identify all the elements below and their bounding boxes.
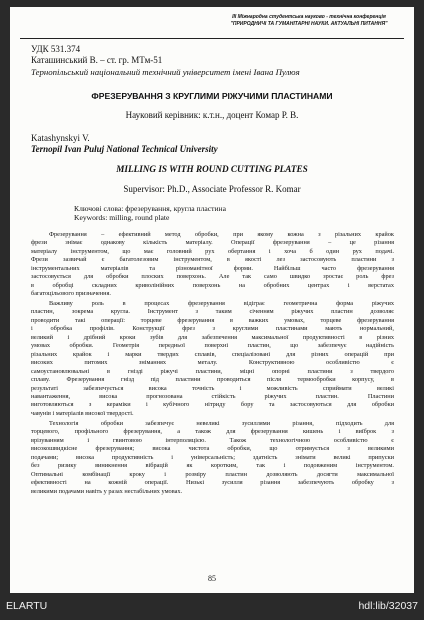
paragraph-line: фрези знімає однакову кількість матеріалу. Операції фрезерування – це різання	[31, 239, 394, 247]
conference-header-line-2: "ПРИРОДНИЧІ ТА ГУМАНІТАРНІ НАУКИ. АКТУАЛЬНІ ПИТАННЯ"	[230, 20, 388, 27]
paragraph-line: самоустановлювальні в гнізді ріжучі пластини, міцні опорні пластини з твердого	[31, 367, 394, 375]
paragraph-line: великими подачами навіть у разах нестабільних умовах.	[31, 487, 183, 495]
paragraph-line: і обробка профілів. Конструкції фрез з круглими пластинами мають нормальний,	[31, 325, 394, 333]
affiliation-ua: Тернопільський національний технічний університет імені Івана Пулюя	[31, 67, 300, 77]
header-rule	[20, 38, 404, 39]
paragraph-line: Оптимальні комбінації кроку і розміру пластин дозволяють досягти максимальної	[31, 470, 394, 478]
paragraph-line: високошвидкісне фрезерування; висока чистота обробки, що отримується з великими	[31, 445, 394, 453]
document-page	[10, 7, 414, 593]
udc-code: УДК 531.374	[31, 44, 81, 54]
paragraph-line: пластин, зокрема кругла. Інструмент з таким січенням ріжучих пластин дозволяє	[31, 308, 394, 316]
paragraph-line: врізуванням і гвинтовою інтерполяцією. Також технологічною особливістю є	[31, 436, 394, 444]
title-en: MILLING IS WITH ROUND CUTTING PLATES	[116, 164, 308, 174]
affiliation-en: Ternopil Ivan Puluj National Technical University	[31, 144, 218, 154]
paragraph-line: Фрези зазвичай є багатолезовим інструментом, в якості лез застосовують пластини з	[31, 256, 394, 264]
paragraph-line: різальних крайок і марки твердих сплавів, спеціалізовані для різних операцій при	[31, 350, 394, 358]
paragraph-line: ефективності на кожній операції. Низькі зусилля різання забезпечують обробку з	[31, 479, 394, 487]
supervisor-ua: Науковий керівник: к.т.н., доцент Комар Р. В.	[125, 110, 299, 120]
author-ua: Каташинський В. – ст. гр. МТм-51	[31, 55, 163, 65]
paragraph-line: торцевого, профільного фрезерування, а також для фрезерування кишень і виїброк з	[31, 428, 394, 436]
paragraph-line: високих питомих зніманнях металу. Конструктивною особливістю є	[31, 359, 394, 367]
paragraph-line: матеріалу інструментом, що має головний рух обертання і хоча б один рух подачі.	[31, 247, 394, 255]
paragraph-line: без ризику виникнення вібрацій як коротким, так і подовженим інструментом.	[31, 462, 394, 470]
paragraph-line: виготовляються з кераміки і кубічного нітриду бору та застосовуються для обробки	[31, 401, 394, 409]
author-en: Katashynskyi V.	[31, 133, 90, 143]
paragraph-line: Технологія обробки забезпечує невеликі зусиллями різання, підходить для	[49, 420, 394, 427]
page-number: 85	[208, 574, 216, 583]
body-paragraph-1	[31, 231, 394, 299]
paragraph-line: в обробці складних криволінійних поверхонь на обробних центрах і верстатах	[31, 281, 394, 289]
keywords-ua: Ключові слова: фрезерування, кругла пластина	[74, 204, 226, 213]
paragraph-line: навантаження, висока прогнозована стійкість ріжучих пластин. Пластини	[31, 392, 394, 400]
body-paragraph-3	[31, 420, 394, 496]
paragraph-line: Важливу роль в процесах фрезерування відіграє геометрична форма ріжучих	[49, 300, 394, 307]
footer-handle: hdl:lib/32037	[358, 600, 418, 612]
paragraph-line: проводити такі операції: торцеве фрезерування в важких умовах, торцеве фрезерування	[31, 316, 394, 324]
footer-repository-label: ELARTU	[6, 600, 48, 612]
conference-header-line-1: ІІІ Міжнародна студентська науково - технічна конференція	[232, 14, 386, 20]
keywords-en: Keywords: milling, round plate	[74, 213, 170, 222]
paragraph-line: сплаву. Фрезерування гнізд під пластини проводиться після термообробки корпусу, в	[31, 376, 394, 384]
paragraph-line: інструментальних матеріалів та різноманітної форми. Найбільш часто фрезерування	[31, 264, 394, 272]
paragraph-line: чавунів і матеріалів високої твердості.	[31, 409, 134, 417]
paragraph-line: результаті забезпечується висока точність і можливість сприймати великі	[31, 384, 394, 392]
paragraph-line: умовах обробки. Геометрія передньої поверхні пластин, що забезпечує надійність	[31, 342, 394, 350]
body-paragraph-2	[31, 300, 394, 418]
supervisor-en: Supervisor: Ph.D., Associate Professor R. Komar	[123, 184, 301, 194]
conference-header	[224, 14, 394, 37]
paragraph-line: великий і дрібний кроки зубів для забезпечення максимальної продуктивності в різних	[31, 333, 394, 341]
paragraph-line: застосовується для обробки плоских поверхонь. Але так само швидко зростає роль фрез	[31, 273, 394, 281]
paragraph-line: багатоцільового призначення.	[31, 290, 111, 298]
paragraph-line: подачами; висока продуктивність і універсальність; здатність знімати великі припуски	[31, 453, 394, 461]
paragraph-line: Фрезерування – ефективний метод обробки, при якому кожна з різальних крайок	[49, 231, 394, 238]
title-ua: ФРЕЗЕРУВАННЯ З КРУГЛИМИ РІЖУЧИМИ ПЛАСТИНАМИ	[91, 91, 333, 101]
